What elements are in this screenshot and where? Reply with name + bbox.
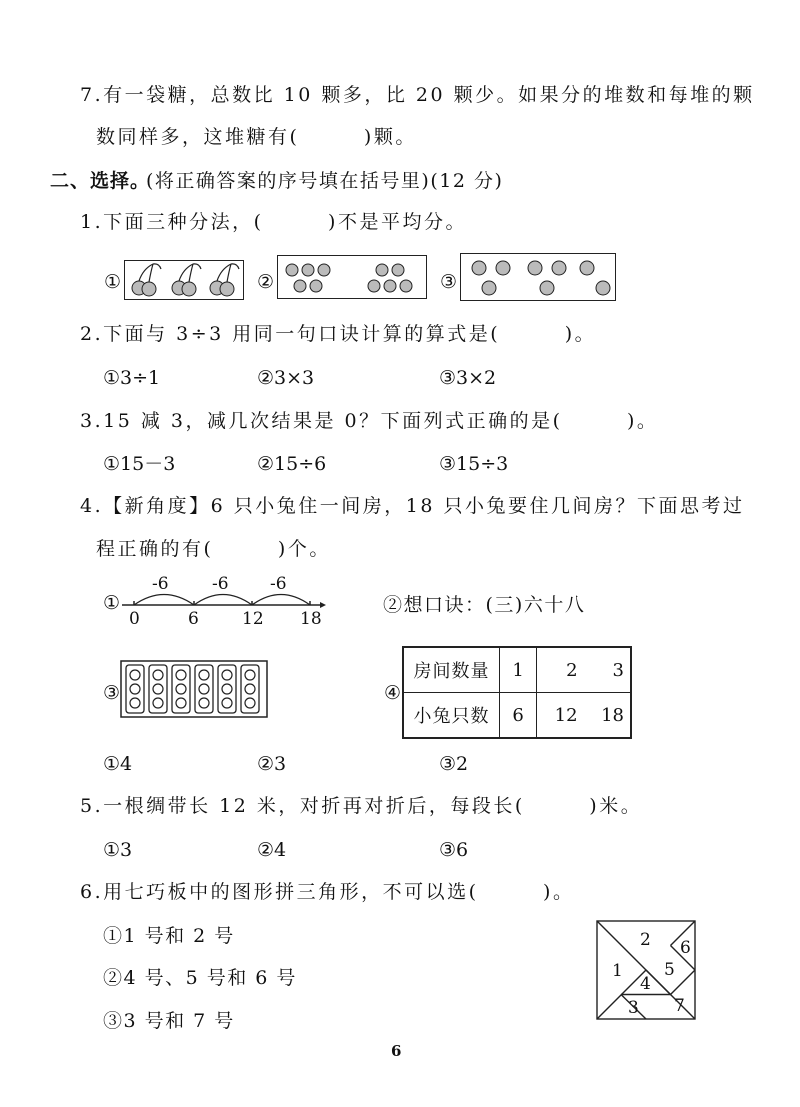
q2-option-3: ③3×2 [439, 367, 497, 389]
apples-even-figure [460, 253, 616, 301]
q5-option-3: ③6 [439, 839, 469, 861]
q4-method3-marker: ③ [103, 682, 121, 704]
q7-line2: 数同样多，这堆糖有( )颗。 [96, 126, 417, 148]
apples-icon [278, 256, 426, 298]
table-cell: 18 [584, 693, 631, 739]
tangram-label-5: 5 [664, 960, 675, 980]
q1-option-2-marker: ② [257, 271, 275, 293]
q5-text: 5.一根绸带长 12 米，对折再对折后，每段长( )米。 [80, 795, 643, 817]
q4-option-3: ③2 [439, 753, 469, 775]
tangram-label-1: 1 [612, 961, 623, 981]
page-number: 6 [391, 1042, 402, 1060]
q1-text: 1.下面三种分法，( )不是平均分。 [80, 211, 467, 233]
rooms-table [402, 646, 632, 739]
q4-line1: 4.【新角度】6 只小兔住一间房，18 只小兔要住几间房？下面思考过 [80, 495, 745, 517]
table-cell: 3 [584, 647, 631, 693]
q6-option-1: ①1 号和 2 号 [103, 925, 235, 947]
q4-option-2: ②3 [257, 753, 287, 775]
q7-line1: 7.有一袋糖，总数比 10 颗多，比 20 颗少。如果分的堆数和每堆的颗 [80, 84, 755, 106]
table-row [403, 693, 631, 739]
q4-method1-marker: ① [103, 592, 121, 614]
jump-label-2: -6 [212, 574, 229, 594]
q4-line2: 程正确的有( )个。 [96, 538, 331, 560]
q4-method2: ②想口诀：(三)六十八 [383, 594, 586, 616]
q1-option-3-marker: ③ [440, 271, 458, 293]
q3-text: 3.15 减 3，减几次结果是 0？下面列式正确的是( )。 [80, 410, 659, 432]
q3-option-2: ②15÷6 [257, 453, 327, 475]
tangram-label-2: 2 [640, 930, 651, 950]
q4-method4-marker: ④ [384, 682, 402, 704]
tangram-label-4: 4 [640, 974, 651, 994]
q2-option-1: ①3÷1 [103, 367, 161, 389]
tangram-label-3: 3 [628, 998, 639, 1018]
table-cell: 1 [500, 647, 537, 693]
tick-label-18: 18 [300, 609, 322, 629]
table-cell: 2 [537, 647, 584, 693]
apples-uneven-figure [277, 255, 427, 299]
q1-option-1-marker: ① [104, 271, 122, 293]
room-grid-figure [120, 660, 268, 718]
q2-text: 2.下面与 3÷3 用同一句口诀计算的算式是( )。 [80, 323, 597, 345]
apples-icon [461, 254, 615, 300]
tick-label-6: 6 [188, 609, 199, 629]
tick-label-0: 0 [129, 609, 140, 629]
jump-arc-2 [194, 595, 252, 606]
jump-arc-1 [134, 595, 194, 606]
q3-option-3: ③15÷3 [439, 453, 509, 475]
table-header-rabbits: 小兔只数 [403, 693, 500, 739]
jump-label-3: -6 [270, 574, 287, 594]
section-heading: 二、选择。 [50, 170, 151, 192]
q3-option-1: ①15－3 [103, 453, 176, 475]
section-instruction: (将正确答案的序号填在括号里)(12 分) [146, 170, 504, 192]
tangram-label-6: 6 [680, 938, 691, 958]
table-cell: 6 [500, 693, 537, 739]
q6-text: 6.用七巧板中的图形拼三角形，不可以选( )。 [80, 881, 575, 903]
table-header-rooms: 房间数量 [403, 647, 500, 693]
q5-option-1: ①3 [103, 839, 133, 861]
cherry-figure [124, 260, 244, 300]
q4-option-1: ①4 [103, 753, 133, 775]
jump-arc-3 [252, 595, 310, 606]
q2-option-2: ②3×3 [257, 367, 315, 389]
tick-label-12: 12 [242, 609, 264, 629]
q6-option-2: ②4 号、5 号和 6 号 [103, 967, 297, 989]
jump-label-1: -6 [152, 574, 169, 594]
cherries-icon [125, 261, 243, 299]
q5-option-2: ②4 [257, 839, 287, 861]
table-row [403, 647, 631, 693]
table-cell: 12 [537, 693, 584, 739]
tangram-label-7: 7 [674, 996, 685, 1016]
q6-option-3: ③3 号和 7 号 [103, 1010, 235, 1032]
